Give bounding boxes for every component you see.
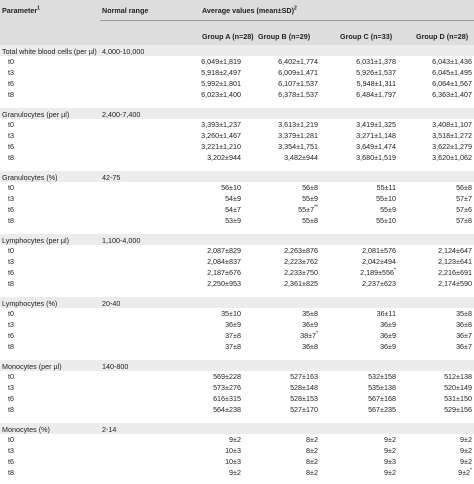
value-text: 36±11 — [376, 309, 396, 318]
value-cell — [221, 309, 241, 318]
timepoint-label: t3 — [8, 320, 14, 329]
value-text: 36±7 — [456, 331, 472, 340]
value-text: 6,484±1,797 — [356, 90, 396, 99]
timepoint-label: t6 — [8, 205, 14, 214]
value-text: 35±8 — [456, 309, 472, 318]
value-text: 2,084±837 — [207, 257, 241, 266]
column-header-parameter: Parameter$^1$ — [2, 5, 40, 15]
value-text: 5,926±1,537 — [356, 68, 396, 77]
value-cell — [306, 446, 318, 455]
value-text: 528±148 — [290, 383, 318, 392]
value-text: 531±150 — [444, 394, 472, 403]
value-text: 3,518±1,272 — [432, 131, 472, 140]
value-cell — [290, 372, 318, 381]
value-cell — [362, 279, 396, 288]
value-text: 6,023±1,400 — [201, 90, 241, 99]
timepoint-label: t6 — [8, 268, 14, 277]
value-cell — [356, 142, 396, 151]
value-cell — [362, 257, 396, 266]
timepoint-label: t0 — [8, 183, 14, 192]
value-cell — [362, 246, 396, 255]
value-cell — [278, 142, 318, 151]
value-text: 38±7 — [300, 331, 317, 340]
value-cell — [356, 131, 396, 140]
value-text: 2,233±750 — [284, 268, 318, 277]
value-cell — [302, 320, 318, 329]
value-text: 573±276 — [213, 383, 241, 392]
value-cell — [380, 331, 396, 340]
value-cell — [444, 372, 472, 381]
value-text: 564±238 — [213, 405, 241, 414]
value-cell — [278, 90, 318, 99]
value-text: 3,680±1,519 — [356, 153, 396, 162]
value-text: 6,049±1,819 — [201, 57, 241, 66]
value-text: 2,223±762 — [284, 257, 318, 266]
section-normal-range: 4,000-10,000 — [102, 47, 145, 56]
column-header-group-c: Group C (n=33) — [340, 32, 393, 41]
value-cell — [225, 320, 241, 329]
value-cell — [284, 257, 318, 266]
value-text: 55±10 — [376, 216, 396, 225]
section-band — [0, 171, 474, 182]
value-text: 9±2 — [384, 468, 396, 477]
value-text: 532±158 — [368, 372, 396, 381]
value-cell — [290, 405, 318, 414]
value-cell — [432, 68, 472, 77]
value-text: 36±9 — [302, 320, 318, 329]
timepoint-label: t6 — [8, 142, 14, 151]
value-text: 55±8 — [302, 216, 318, 225]
value-text: 35±10 — [221, 309, 241, 318]
value-text: 9±3 — [384, 457, 396, 466]
value-cell — [302, 194, 318, 203]
value-cell — [213, 394, 241, 403]
timepoint-label: t3 — [8, 194, 14, 203]
value-cell — [201, 57, 241, 66]
timepoint-label: t8 — [8, 216, 14, 225]
value-text: 2,087±829 — [207, 246, 241, 255]
value-text: 9±2 — [229, 435, 241, 444]
value-text: 6,378±1,537 — [278, 90, 318, 99]
section-normal-range: 42-75 — [102, 173, 121, 182]
value-cell — [380, 320, 396, 329]
value-cell — [376, 194, 396, 203]
value-text: 3,482±944 — [284, 153, 318, 162]
value-text: 36±8 — [302, 342, 318, 351]
value-cell — [302, 183, 318, 192]
section-title: Lymphocytes (%) — [2, 299, 58, 308]
section-band — [0, 423, 474, 434]
value-text: 36±9 — [380, 320, 396, 329]
section-normal-range: 1,100-4,000 — [102, 236, 141, 245]
value-text: 527±170 — [290, 405, 318, 414]
timepoint-label: t3 — [8, 131, 14, 140]
value-cell — [225, 194, 241, 203]
value-text: 6,043±1,436 — [432, 57, 472, 66]
value-cell — [306, 457, 318, 466]
timepoint-label: t8 — [8, 153, 14, 162]
value-text: 3,271±1,148 — [356, 131, 396, 140]
value-text: 529±156 — [444, 405, 472, 414]
value-cell — [432, 153, 472, 162]
value-cell — [278, 68, 318, 77]
value-cell — [201, 79, 241, 88]
value-text: 3,393±1,237 — [201, 120, 241, 129]
section-title: Granulocytes (per µl) — [2, 110, 70, 119]
value-cell — [377, 309, 396, 318]
value-cell — [438, 246, 472, 255]
value-text: 9±2 — [460, 446, 472, 455]
value-cell — [438, 279, 472, 288]
value-text: 8±2 — [306, 468, 318, 477]
value-text: 8±2 — [306, 435, 318, 444]
value-cell — [201, 90, 241, 99]
value-cell — [456, 216, 472, 225]
value-cell — [300, 331, 318, 340]
timepoint-label: t3 — [8, 383, 14, 392]
value-text: 528±153 — [290, 394, 318, 403]
value-text: 35±8 — [302, 309, 318, 318]
significance-mark: * — [394, 267, 396, 274]
timepoint-label: t8 — [8, 279, 14, 288]
value-cell — [384, 457, 396, 466]
timepoint-label: t6 — [8, 457, 14, 466]
section-title: Lymphocytes (per µl) — [2, 236, 69, 245]
value-text: 3,221±1,210 — [201, 142, 241, 151]
value-cell — [298, 205, 318, 214]
value-text: 6,107±1,537 — [278, 79, 318, 88]
section-normal-range: 2-14 — [102, 425, 117, 434]
timepoint-label: t8 — [8, 90, 14, 99]
value-text: 55±10 — [376, 194, 396, 203]
value-text: 3,379±1,281 — [278, 131, 318, 140]
timepoint-label: t6 — [8, 394, 14, 403]
section-normal-range: 20-40 — [102, 299, 121, 308]
value-cell — [278, 131, 318, 140]
value-cell — [201, 68, 241, 77]
value-cell — [444, 405, 472, 414]
value-cell — [384, 435, 396, 444]
timepoint-label: t8 — [8, 468, 14, 477]
value-text: 36±8 — [456, 320, 472, 329]
value-cell — [384, 468, 396, 477]
value-cell — [306, 468, 318, 477]
value-cell — [456, 342, 472, 351]
value-text: 2,042±494 — [362, 257, 396, 266]
value-cell — [201, 120, 241, 129]
value-cell — [356, 90, 396, 99]
value-cell — [384, 446, 396, 455]
value-text: 6,064±1,567 — [432, 79, 472, 88]
column-header-group-b: Group B (n=29) — [258, 32, 311, 41]
value-text: 3,613±1,219 — [278, 120, 318, 129]
value-cell — [368, 372, 396, 381]
value-cell — [356, 57, 396, 66]
value-text: 53±9 — [225, 216, 241, 225]
timepoint-label: t0 — [8, 246, 14, 255]
value-cell — [456, 183, 472, 192]
significance-mark: * — [316, 330, 318, 337]
value-text: 10±3 — [225, 457, 241, 466]
value-cell — [201, 131, 241, 140]
column-header-group-a: Group A (n=28) — [202, 32, 254, 41]
value-cell — [356, 68, 396, 77]
value-text: 520±149 — [444, 383, 472, 392]
value-text: 9±2 — [384, 446, 396, 455]
value-cell — [229, 468, 241, 477]
value-text: 2,361±825 — [284, 279, 318, 288]
value-text: 527±163 — [290, 372, 318, 381]
value-cell — [290, 383, 318, 392]
value-cell — [438, 257, 472, 266]
value-cell — [225, 205, 241, 214]
value-cell — [229, 435, 241, 444]
value-text: 3,202±944 — [207, 153, 241, 162]
value-text: 55±9 — [380, 205, 396, 214]
value-text: 2,123±641 — [438, 257, 472, 266]
value-text: 6,402±1,774 — [278, 57, 318, 66]
timepoint-label: t3 — [8, 446, 14, 455]
value-text: 569±228 — [213, 372, 241, 381]
value-cell — [432, 131, 472, 140]
value-text: 9±2 — [384, 435, 396, 444]
value-cell — [225, 457, 241, 466]
value-cell — [456, 331, 472, 340]
value-cell — [438, 268, 472, 277]
value-cell — [207, 246, 241, 255]
value-cell — [444, 394, 472, 403]
timepoint-label: t0 — [8, 309, 14, 318]
timepoint-label: t0 — [8, 57, 14, 66]
section-band — [0, 108, 474, 119]
value-cell — [460, 446, 472, 455]
value-cell — [278, 57, 318, 66]
value-cell — [213, 372, 241, 381]
value-text: 8±2 — [306, 457, 318, 466]
value-cell — [207, 257, 241, 266]
value-cell — [201, 142, 241, 151]
value-text: 56±8 — [456, 183, 472, 192]
value-text: 56±10 — [221, 183, 241, 192]
value-text: 10±3 — [225, 446, 241, 455]
value-cell — [360, 268, 396, 277]
value-cell — [368, 405, 396, 414]
value-cell — [284, 153, 318, 162]
timepoint-label: t8 — [8, 405, 14, 414]
value-text: 535±138 — [368, 383, 396, 392]
value-cell — [225, 342, 241, 351]
value-cell — [306, 435, 318, 444]
value-text: 5,948±1,311 — [356, 79, 396, 88]
value-text: 5,918±2,497 — [201, 68, 241, 77]
column-header-average: Average values (mean±SD)$^2$ — [202, 5, 297, 15]
value-text: 2,216±691 — [438, 268, 472, 277]
timepoint-label: t0 — [8, 435, 14, 444]
section-normal-range: 140-800 — [102, 362, 129, 371]
column-header-normal-range: Normal range — [102, 6, 149, 15]
value-text: 57±7 — [456, 194, 472, 203]
value-cell — [225, 216, 241, 225]
value-text: 56±8 — [302, 183, 318, 192]
value-cell — [377, 183, 396, 192]
significance-mark: * — [470, 467, 472, 474]
value-cell — [213, 405, 241, 414]
value-text: 9±2 — [460, 435, 472, 444]
value-text: 9±2 — [458, 468, 471, 477]
value-text: 55±11 — [376, 183, 396, 192]
value-text: 6,031±1,378 — [356, 57, 396, 66]
value-text: 37±8 — [225, 331, 241, 340]
value-cell — [460, 435, 472, 444]
section-title: Granulocytes (%) — [2, 173, 58, 182]
value-text: 3,354±1,751 — [278, 142, 318, 151]
timepoint-label: t0 — [8, 120, 14, 129]
value-text: 57±8 — [456, 216, 472, 225]
value-text: 8±2 — [306, 446, 318, 455]
value-cell — [284, 279, 318, 288]
section-band — [0, 360, 474, 371]
value-text: 37±8 — [225, 342, 241, 351]
value-text: 2,124±647 — [438, 246, 472, 255]
header-divider — [100, 20, 474, 21]
value-cell — [213, 383, 241, 392]
value-cell — [278, 120, 318, 129]
value-text: 2,237±623 — [362, 279, 396, 288]
value-cell — [225, 331, 241, 340]
value-cell — [456, 320, 472, 329]
section-normal-range: 2,400-7,400 — [102, 110, 141, 119]
timepoint-label: t6 — [8, 79, 14, 88]
value-text: 6,009±1,471 — [278, 68, 318, 77]
value-text: 55±9 — [302, 194, 318, 203]
value-cell — [356, 153, 396, 162]
value-text: 9±2 — [460, 457, 472, 466]
value-cell — [456, 309, 472, 318]
value-text: 6,363±1,407 — [432, 90, 472, 99]
value-cell — [302, 309, 318, 318]
value-text: 36±9 — [225, 320, 241, 329]
value-cell — [368, 383, 396, 392]
value-text: 3,620±1,062 — [432, 153, 472, 162]
value-cell — [376, 216, 396, 225]
value-cell — [207, 153, 241, 162]
section-band — [0, 234, 474, 245]
value-cell — [357, 79, 396, 88]
section-title: Monocytes (per µl) — [2, 362, 62, 371]
value-cell — [302, 342, 318, 351]
value-cell — [302, 216, 318, 225]
value-cell — [432, 57, 472, 66]
value-cell — [284, 268, 318, 277]
value-cell — [444, 383, 472, 392]
value-cell — [456, 194, 472, 203]
value-cell — [356, 120, 396, 129]
timepoint-label: t6 — [8, 331, 14, 340]
value-text: 3,622±1,279 — [432, 142, 472, 151]
timepoint-label: t3 — [8, 257, 14, 266]
value-cell — [368, 394, 396, 403]
value-text: 3,260±1,467 — [201, 131, 241, 140]
value-cell — [284, 246, 318, 255]
value-text: 616±315 — [213, 394, 241, 403]
value-cell — [278, 79, 318, 88]
timepoint-label: t8 — [8, 342, 14, 351]
value-text: 512±138 — [444, 372, 472, 381]
value-cell — [207, 268, 241, 277]
value-cell — [456, 205, 472, 214]
value-text: 54±9 — [225, 194, 241, 203]
value-cell — [225, 446, 241, 455]
value-text: 2,081±576 — [362, 246, 396, 255]
value-text: 567±168 — [368, 394, 396, 403]
value-cell — [221, 183, 241, 192]
value-cell — [432, 79, 472, 88]
value-text: 3,419±1,325 — [356, 120, 396, 129]
value-text: 57±6 — [456, 205, 472, 214]
value-text: 2,187±676 — [207, 268, 241, 277]
value-cell — [290, 394, 318, 403]
value-cell — [432, 90, 472, 99]
value-text: 3,408±1,107 — [432, 120, 472, 129]
significance-mark: ** — [314, 204, 318, 211]
timepoint-label: t3 — [8, 68, 14, 77]
value-cell — [460, 457, 472, 466]
section-title: Total white blood cells (per µl) — [2, 47, 97, 56]
section-title: Monocytes (%) — [2, 425, 50, 434]
value-text: 55±7 — [298, 205, 315, 214]
value-text: 54±7 — [225, 205, 241, 214]
value-text: 2,250±953 — [207, 279, 241, 288]
value-text: 3,649±1,474 — [356, 142, 396, 151]
value-text: 2,189±556 — [360, 268, 395, 277]
value-text: 567±235 — [368, 405, 396, 414]
value-text: 6,045±1,495 — [432, 68, 472, 77]
value-text: 5,992±1,801 — [201, 79, 241, 88]
value-text: 2,174±590 — [438, 279, 472, 288]
value-text: 36±7 — [456, 342, 472, 351]
value-text: 9±2 — [229, 468, 241, 477]
column-header-group-d: Group D (n=28) — [416, 32, 469, 41]
value-text: 2,263±876 — [284, 246, 318, 255]
value-text: 36±9 — [380, 342, 396, 351]
value-text: 36±9 — [380, 331, 396, 340]
value-cell — [380, 342, 396, 351]
value-cell — [458, 468, 472, 477]
value-cell — [380, 205, 396, 214]
value-cell — [432, 142, 472, 151]
timepoint-label: t0 — [8, 372, 14, 381]
value-cell — [207, 279, 241, 288]
section-band — [0, 297, 474, 308]
value-cell — [432, 120, 472, 129]
